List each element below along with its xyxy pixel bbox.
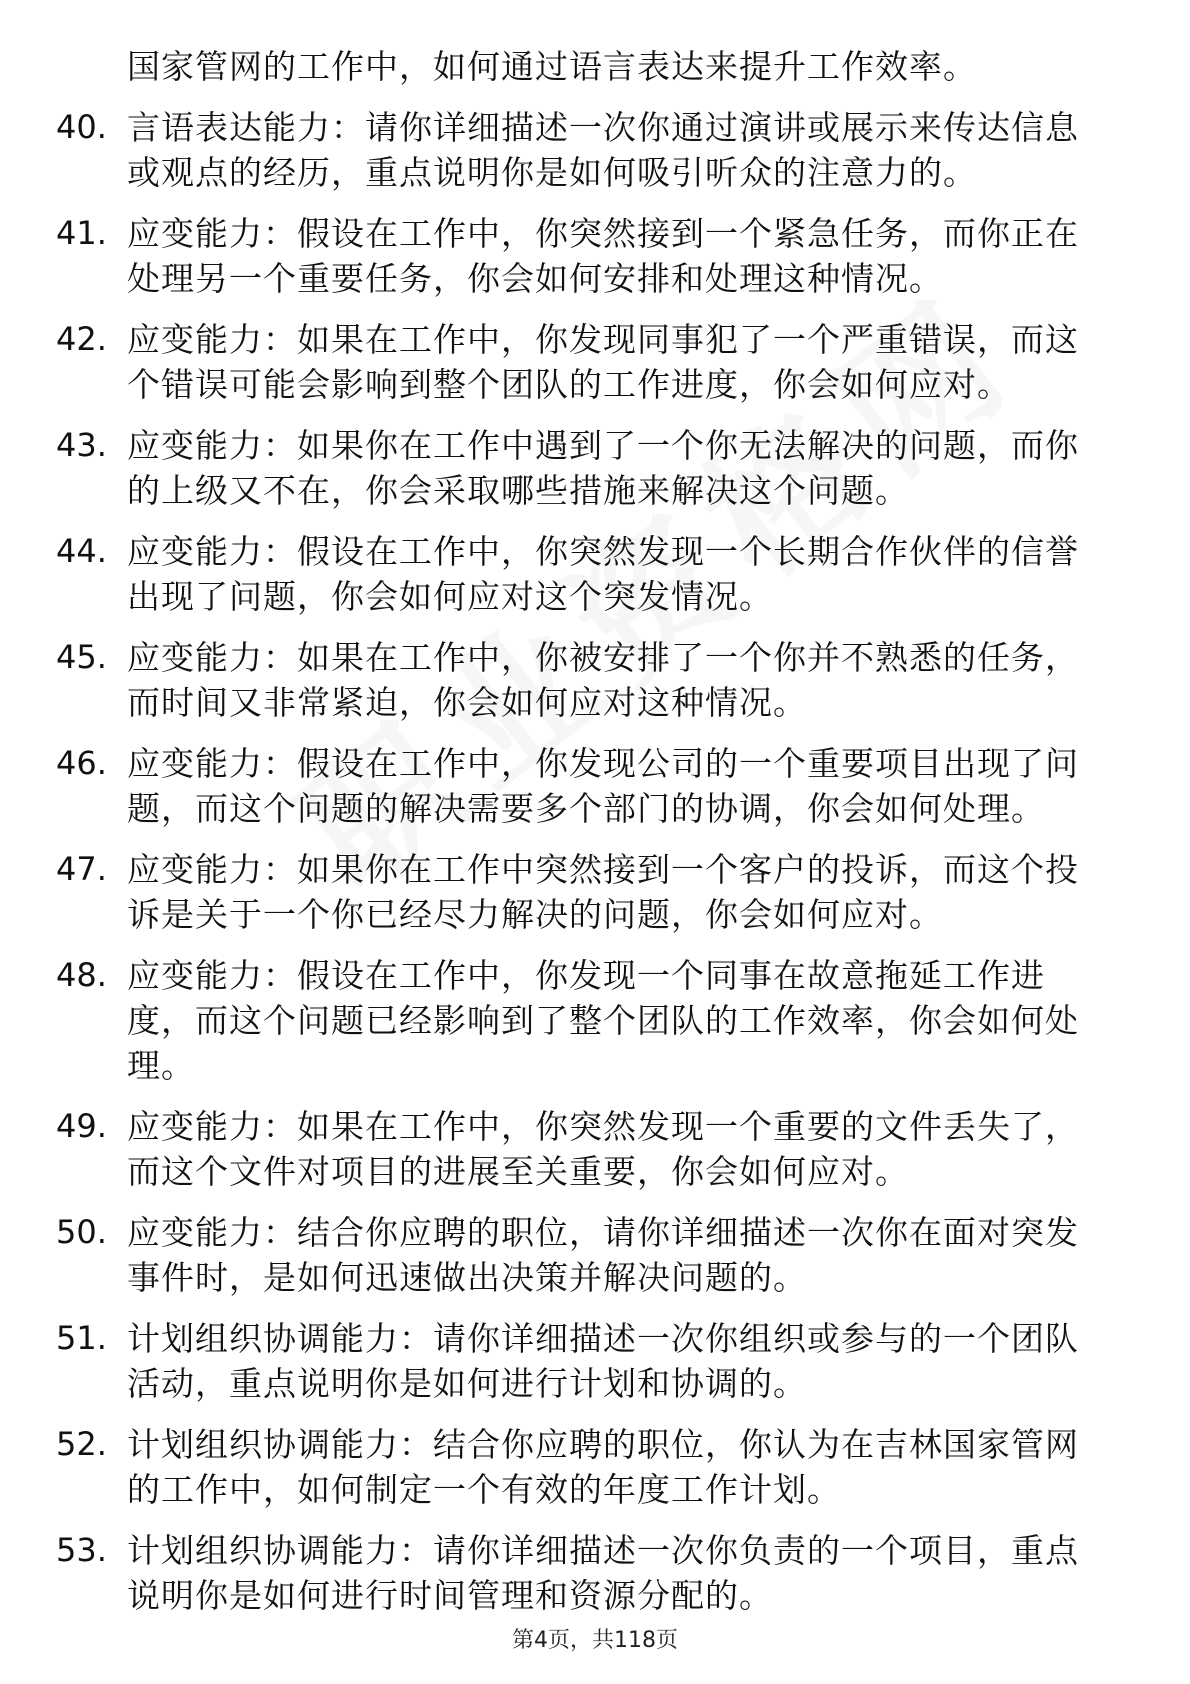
question-text: 应变能力：如果你在工作中遇到了一个你无法解决的问题，而你的上级又不在，你会采取哪些措施来解决这个问题。 <box>127 426 1079 510</box>
question-text: 应变能力：假设在工作中，你突然接到一个紧急任务，而你正在处理另一个重要任务，你会如何安排和处理这种情况。 <box>127 214 1079 298</box>
question-text: 计划组织协调能力：请你详细描述一次你负责的一个项目，重点说明你是如何进行时间管理和资源分配的。 <box>127 1531 1079 1615</box>
question-text: 应变能力：如果在工作中，你突然发现一个重要的文件丢失了，而这个文件对项目的进展至关重要，你会如何应对。 <box>127 1107 1079 1191</box>
question-text: 应变能力：如果你在工作中突然接到一个客户的投诉，而这个投诉是关于一个你已经尽力解决的问题，你会如何应对。 <box>127 850 1079 934</box>
question-number: 50. <box>56 1213 107 1251</box>
question-text: 应变能力：假设在工作中，你突然发现一个长期合作伙伴的信誉出现了问题，你会如何应对这个突发情况。 <box>127 532 1079 616</box>
question-number: 43. <box>56 426 107 464</box>
question-number: 49. <box>56 1107 107 1145</box>
question-item <box>56 105 1112 195</box>
question-text: 应变能力：如果在工作中，你发现同事犯了一个严重错误，而这个错误可能会影响到整个团队的工作进度，你会如何应对。 <box>127 320 1079 404</box>
question-text: 应变能力：结合你应聘的职位，请你详细描述一次你在面对突发事件时，是如何迅速做出决策并解决问题的。 <box>127 1213 1079 1297</box>
question-text: 应变能力：假设在工作中，你发现一个同事在故意拖延工作进度，而这个问题已经影响到了整个团队的工作效率，你会如何处理。 <box>127 956 1079 1085</box>
question-item <box>56 317 1112 407</box>
question-number: 51. <box>56 1319 107 1357</box>
question-number: 47. <box>56 850 107 888</box>
question-item <box>56 1528 1112 1618</box>
question-item <box>56 1316 1112 1406</box>
question-item <box>56 953 1112 1088</box>
question-item <box>56 741 1112 831</box>
question-number: 45. <box>56 638 107 676</box>
question-number: 41. <box>56 214 107 252</box>
question-item <box>56 529 1112 619</box>
document-content <box>0 44 1190 1634</box>
question-item <box>56 423 1112 513</box>
question-text: 言语表达能力：请你详细描述一次你通过演讲或展示来传达信息或观点的经历，重点说明你是如何吸引听众的注意力的。 <box>127 108 1079 192</box>
question-number: 48. <box>56 956 107 994</box>
question-number: 52. <box>56 1425 107 1463</box>
question-item <box>56 1210 1112 1300</box>
question-number: 40. <box>56 108 107 146</box>
question-number: 53. <box>56 1531 107 1569</box>
question-number: 46. <box>56 744 107 782</box>
question-item <box>56 1104 1112 1194</box>
question-text: 计划组织协调能力：请你详细描述一次你组织或参与的一个团队活动，重点说明你是如何进行计划和协调的。 <box>127 1319 1079 1403</box>
question-item <box>56 847 1112 937</box>
question-number: 42. <box>56 320 107 358</box>
question-text: 应变能力：如果在工作中，你被安排了一个你并不熟悉的任务，而时间又非常紧迫，你会如何应对这种情况。 <box>127 638 1079 722</box>
continued-paragraph: 国家管网的工作中，如何通过语言表达来提升工作效率。 <box>127 47 977 86</box>
page-footer: 第4页，共118页 <box>512 1628 678 1653</box>
question-text: 应变能力：假设在工作中，你发现公司的一个重要项目出现了问题，而这个问题的解决需要多个部门的协调，你会如何处理。 <box>127 744 1079 828</box>
question-item <box>56 1422 1112 1512</box>
question-text: 计划组织协调能力：结合你应聘的职位，你认为在吉林国家管网的工作中，如何制定一个有效的年度工作计划。 <box>127 1425 1079 1509</box>
question-list <box>0 105 1190 1618</box>
question-item <box>56 211 1112 301</box>
question-item <box>56 635 1112 725</box>
question-number: 44. <box>56 532 107 570</box>
